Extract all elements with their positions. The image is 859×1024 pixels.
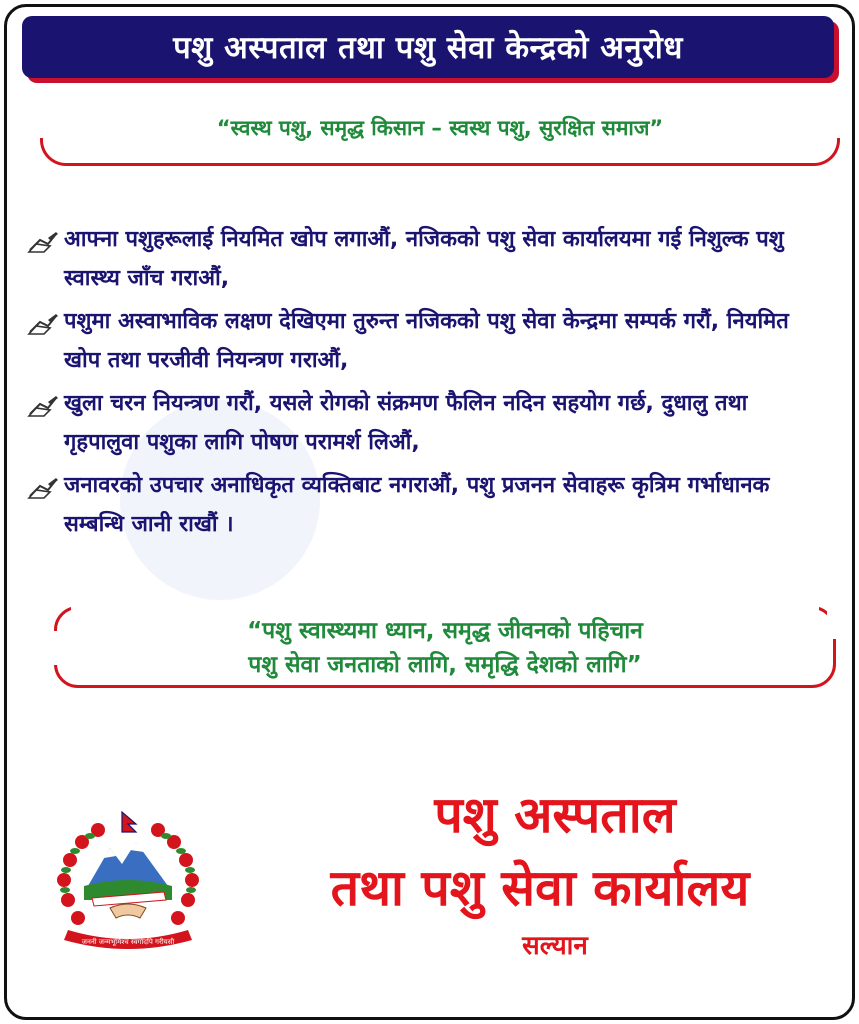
- bottom-slogan-line-2: पशु सेवा जनताको लागि, समृद्धि देशको लागि”: [248, 652, 642, 678]
- hand-writing-icon: [26, 310, 64, 340]
- bottom-slogan-line-1: “पशु स्वास्थ्यमा ध्यान, समृद्ध जीवनको पहिचान: [247, 618, 643, 644]
- list-item: [26, 384, 826, 462]
- list-item: [26, 302, 826, 380]
- office-name-line-1: पशु अस्पताल: [434, 786, 676, 844]
- hand-writing-icon: [26, 392, 64, 422]
- office-name-block: [230, 780, 850, 966]
- top-slogan: “स्वस्थ पशु, समृद्ध किसान – स्वस्थ पशु, सुरक्षित समाज”: [216, 116, 664, 140]
- advice-text: जनावरको उपचार अनाधिकृत व्यक्तिबाट नगराऔं, पशु प्रजनन सेवाहरू कृत्रिम गर्भाधानक सम्बन्धि जानी राखौं ।: [64, 473, 770, 537]
- office-name-line-2: तथा पशु सेवा कार्यालय: [330, 859, 750, 917]
- nepal-government-emblem-icon: [48, 808, 208, 958]
- office-district: सल्यान: [522, 931, 588, 961]
- advice-text: पशुमा अस्वाभाविक लक्षण देखिएमा तुरुन्त नजिकको पशु सेवा केन्द्रमा सम्पर्क गरौं, नियमित खोप तथा परजीवी नियन्त्रण गराऔं,: [64, 309, 789, 373]
- advice-text: खुला चरन नियन्त्रण गरौं, यसले रोगको संक्रमण फैलिन नदिन सहयोग गर्छ, दुधालु तथा गृहपालुवा पशुका लागि पोषण परामर्श लिऔं,: [64, 391, 748, 455]
- list-item: [26, 466, 826, 544]
- title-banner: [22, 16, 834, 78]
- advice-text: आफ्ना पशुहरूलाई नियमित खोप लगाऔं, नजिकको पशु सेवा कार्यालयमा गई निशुल्क पशु स्वास्थ्य जाँच गराऔं,: [64, 227, 784, 291]
- bottom-slogan-box: [54, 606, 836, 688]
- hand-writing-icon: [26, 474, 64, 504]
- svg-text:जननी जन्मभूमिश्च स्वर्गादपि गर: जननी जन्मभूमिश्च स्वर्गादपि गरीयसी: [81, 938, 175, 946]
- hand-writing-icon: [26, 228, 64, 258]
- top-slogan-box: [40, 108, 840, 166]
- page-title: पशु अस्पताल तथा पशु सेवा केन्द्रको अनुरोध: [173, 30, 683, 66]
- list-item: [26, 220, 826, 298]
- advice-list: [26, 220, 826, 548]
